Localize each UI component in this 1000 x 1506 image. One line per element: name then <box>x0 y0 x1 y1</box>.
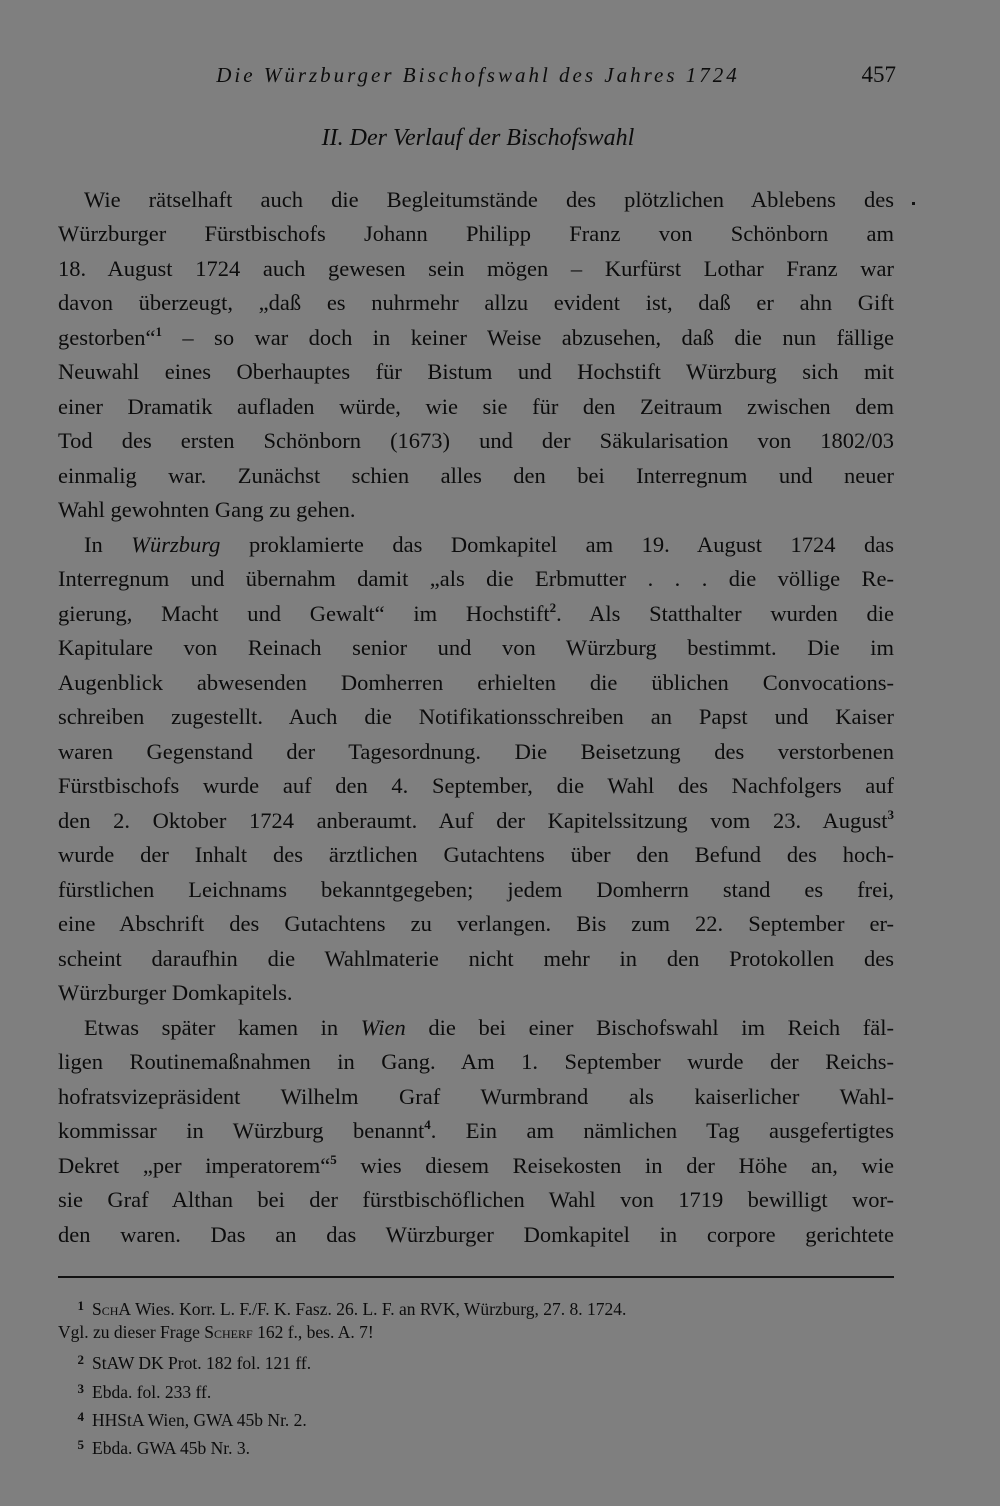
footnote-3: 3 Ebda. fol. 233 ff. <box>58 1376 894 1405</box>
page-number: 457 <box>861 62 896 87</box>
body-line: Neuwahl eines Oberhauptes für Bistum und Hochstift Würzburg sich mit <box>58 359 894 384</box>
body-line: wurde der Inhalt des ärztlichen Gutachtens über den Befund des hoch- <box>58 842 894 867</box>
footnote-ref[interactable]: 3 <box>887 807 894 822</box>
footnote-1: 1 SchA Wies. Korr. L. F./F. K. Fasz. 26. L. F. an RVK, Würzburg, 27. 8. 1724. <box>58 1293 894 1322</box>
body-line: Dekret „per imperatorem“$^5$ wies diesem Reisekosten in der Höhe an, wie <box>58 1152 894 1178</box>
body-line: Fürstbischofs wurde auf den 4. September, die Wahl des Nachfolgers auf <box>58 773 894 798</box>
footnote-number: 5 <box>77 1437 84 1452</box>
body-line: einmalig war. Zunächst schien alles den bei Interregnum und neuer <box>58 463 894 488</box>
body-line: den 2. Oktober 1724 anberaumt. Auf der Kapitelssitzung vom 23. August$^3$ <box>58 807 894 833</box>
margin-mark <box>912 202 915 205</box>
body-line: Augenblick abwesenden Domherren erhielten die üblichen Convocations- <box>58 670 894 695</box>
body-line: Würzburger Fürstbischofs Johann Philipp Franz von Schönborn am <box>58 221 894 246</box>
body-line: gestorben“$^1$ – so war doch in keiner Weise abzusehen, daß die nun fällige <box>58 324 894 350</box>
running-header <box>60 58 896 92</box>
body-line: hofratsvizepräsident Wilhelm Graf Wurmbrand als kaiserlicher Wahl- <box>58 1084 894 1109</box>
footnote-number: 3 <box>77 1381 84 1396</box>
body-line: Kapitulare von Reinach senior und von Würzburg bestimmt. Die im <box>58 635 894 660</box>
body-line: eine Abschrift des Gutachtens zu verlangen. Bis zum 22. September er- <box>58 911 894 936</box>
body-line: Interregnum und übernahm damit „als die Erbmutter . . . die völlige Re- <box>58 566 894 591</box>
body-line: den waren. Das an das Würzburger Domkapitel in corpore gerichtete <box>58 1222 894 1247</box>
body-line: davon überzeugt, „daß es nuhrmehr allzu evident ist, daß er ahn Gift <box>58 290 894 315</box>
footnote-ref[interactable]: 1 <box>155 324 162 339</box>
section-title: II. Der Verlauf der Bischofswahl <box>321 125 635 151</box>
footnote-ref[interactable]: 2 <box>549 600 557 615</box>
body-line: In Würzburg proklamierte das Domkapitel am 19. August 1724 das <box>84 532 894 557</box>
footnote-number: 1 <box>77 1298 84 1313</box>
footnote-number: 4 <box>77 1409 84 1424</box>
body-line: waren Gegenstand der Tagesordnung. Die Beisetzung des verstorbenen <box>58 739 894 764</box>
body-line: fürstlichen Leichnams bekanntgegeben; jedem Domherrn stand es frei, <box>58 877 894 902</box>
footnote-2: 2 StAW DK Prot. 182 fol. 121 ff. <box>58 1347 894 1376</box>
body-line: Tod des ersten Schönborn (1673) und der Säkularisation von 1802/03 <box>58 428 894 453</box>
place-name: Würzburg <box>131 532 221 557</box>
footnote-ref[interactable]: 4 <box>424 1117 431 1132</box>
body-line: gierung, Macht und Gewalt“ im Hochstift$^2$. Als Statthalter wurden die <box>58 600 894 626</box>
footnote-1-continued: Vgl. zu dieser Frage Scherf 162 f., bes. A. 7! <box>58 1322 374 1342</box>
footnote-ref[interactable]: 5 <box>330 1152 337 1167</box>
place-name: Wien <box>360 1015 406 1040</box>
body-line: einer Dramatik aufladen würde, wie sie für den Zeitraum zwischen dem <box>58 394 894 419</box>
body-line: Wie rätselhaft auch die Begleitumstände des plötzlichen Ablebens des <box>84 187 894 212</box>
running-title: Die Würzburger Bischofswahl des Jahres 1724 <box>216 63 740 87</box>
footnote-4: 4 HHStA Wien, GWA 45b Nr. 2. <box>58 1404 894 1433</box>
body-line: scheint daraufhin die Wahlmaterie nicht mehr in den Protokollen des <box>58 946 894 971</box>
body-line: Etwas später kamen in Wien die bei einer Bischofswahl im Reich fäl- <box>84 1015 894 1040</box>
body-line: 18. August 1724 auch gewesen sein mögen – Kurfürst Lothar Franz war <box>58 256 894 281</box>
body-line: ligen Routinemaßnahmen in Gang. Am 1. September wurde der Reichs- <box>58 1049 894 1074</box>
body-line: Wahl gewohnten Gang zu gehen. <box>58 497 356 522</box>
footnote-number: 2 <box>77 1352 84 1367</box>
body-line: kommissar in Würzburg benannt$^4$. Ein am nämlichen Tag ausgefertigtes <box>58 1117 894 1143</box>
footnote-5: 5 Ebda. GWA 45b Nr. 3. <box>58 1432 894 1461</box>
body-line: sie Graf Althan bei der fürstbischöflichen Wahl von 1719 bewilligt wor- <box>58 1187 894 1212</box>
body-line: Würzburger Domkapitels. <box>58 980 293 1005</box>
body-line: schreiben zugestellt. Auch die Notifikationsschreiben an Papst und Kaiser <box>58 704 894 729</box>
footnote-divider <box>58 1276 894 1278</box>
